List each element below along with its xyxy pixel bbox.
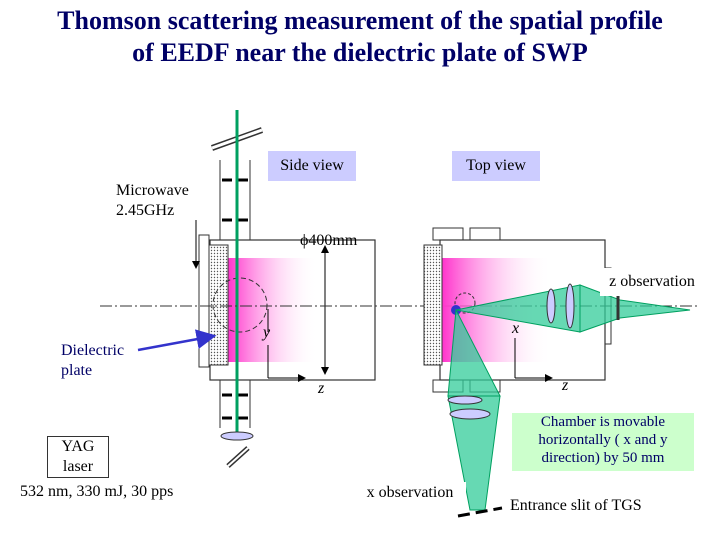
chamber-note-line-2: horizontally ( x and y [538,432,668,448]
chamber-note-line-1: Chamber is movable [540,414,666,430]
x-observation-label: x observation [354,482,466,504]
axis-y-label: y [263,324,271,341]
dielectric-label-line-2: plate [61,362,93,379]
yag-laser-box [47,436,109,478]
dielectric-label-line-1: Dielectric [61,342,125,359]
x-lens-1 [448,396,482,404]
z-observation-label: z observation [600,268,704,296]
z-lens-1 [547,289,555,323]
axis-x-label: x [512,320,520,337]
chamber-movable-note [512,413,694,471]
axis-z-side-label: z [318,380,325,397]
chamber-note-line-3: direction) by 50 mm [541,450,665,466]
title-line-1: Thomson scattering measurement of the spatial profile [57,6,663,35]
yag-specs: 532 nm, 330 mJ, 30 pps [20,483,174,500]
axis-z-top-label: z [562,377,569,394]
title-line-2: of EEDF near the dielectric plate of SWP [132,38,588,67]
side-view-box: Side view [268,151,356,181]
top-view-box: Top view [452,151,540,181]
yag-label-line-1: YAG [61,438,95,455]
microwave-label: Microwave [116,182,189,199]
z-lens-2 [566,284,574,328]
entrance-slit-label: Entrance slit of TGS [510,497,642,514]
side-plasma-region [228,258,318,362]
laser-lens [221,432,253,440]
x-lens-2 [450,409,490,419]
microwave-frequency: 2.45GHz [116,202,175,219]
diameter-label: ϕ400mm [300,232,358,249]
side-dielectric-plate [208,245,228,365]
yag-label-line-2: laser [62,458,94,475]
top-dielectric-plate [424,245,442,365]
